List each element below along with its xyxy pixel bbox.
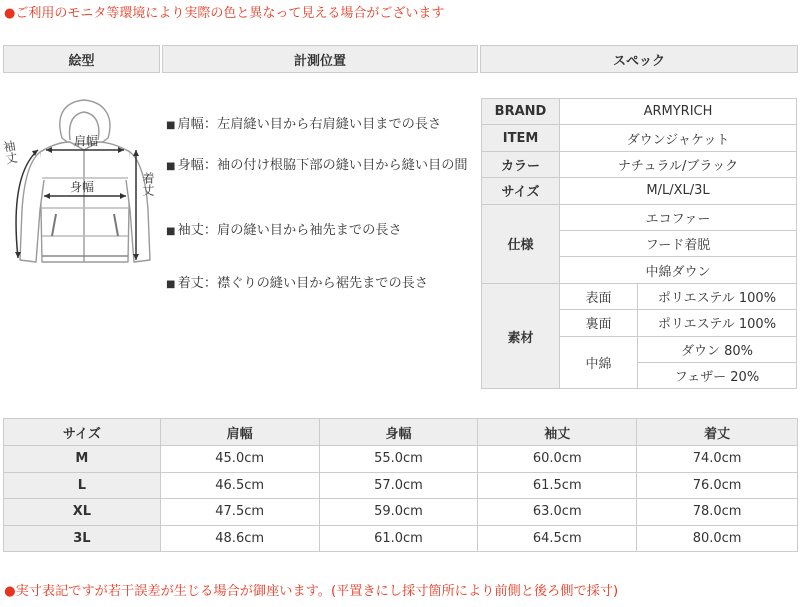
size-cell: 61.5cm [478, 472, 637, 499]
header-spec: スペック [480, 45, 798, 73]
spec-feature: フード着脱 [560, 230, 797, 256]
spec-feature: 中綿ダウン [560, 257, 797, 283]
body-width-label: 身幅 [70, 180, 95, 194]
size-table-header [4, 419, 798, 446]
size-cell: L [4, 472, 161, 499]
size-cell: 74.0cm [637, 446, 798, 473]
spec-row-size [482, 178, 797, 204]
desc-length-bullet: ■ [166, 279, 176, 290]
size-cell: 48.6cm [160, 525, 319, 552]
bottom-notice [4, 580, 618, 599]
size-cell: 57.0cm [319, 472, 478, 499]
desc-sleeve-text: 袖丈：肩の縫い目から袖先までの長さ [177, 223, 402, 238]
top-notice-text: ご利用のモニタ等環境により実際の色と異なって見える場合がございます [15, 6, 445, 21]
spec-color-value: ナチュラル/ブラック [560, 151, 797, 177]
spec-row-features [482, 204, 797, 230]
size-cell: 80.0cm [637, 525, 798, 552]
size-cell: 78.0cm [637, 499, 798, 526]
desc-body-width-text: 身幅：袖の付け根脇下部の縫い目から縫い目の間 [177, 158, 468, 173]
size-cell: 63.0cm [478, 499, 637, 526]
spec-filling-value: フェザー 20% [638, 362, 797, 388]
spec-item-label: ITEM [482, 125, 560, 151]
size-cell: XL [4, 499, 161, 526]
length-label: 着丈 [141, 172, 155, 196]
desc-sleeve-bullet: ■ [166, 226, 176, 237]
spec-material-part: 表面 [560, 283, 638, 309]
table-row [4, 446, 798, 473]
size-cell: 45.0cm [160, 446, 319, 473]
desc-length-text: 着丈：襟ぐりの縫い目から裾先までの長さ [177, 276, 429, 291]
shoulder-label: 肩幅 [74, 134, 99, 148]
spec-row-color [482, 151, 797, 177]
spec-filling-label: 中綿 [560, 336, 638, 389]
bottom-notice-bullet: ● [4, 584, 16, 599]
header-illustration: 絵型 [3, 45, 160, 73]
spec-features-label: 仕様 [482, 204, 560, 283]
desc-shoulder-bullet: ■ [166, 120, 176, 131]
size-cell: 47.5cm [160, 499, 319, 526]
desc-body-width-bullet: ■ [166, 161, 176, 172]
size-cell: 64.5cm [478, 525, 637, 552]
spec-brand-value: ARMYRICH [560, 99, 797, 125]
spec-brand-label: BRAND [482, 99, 560, 125]
spec-color-label: カラー [482, 151, 560, 177]
spec-filling-value: ダウン 80% [638, 336, 797, 362]
spec-feature: エコファー [560, 204, 797, 230]
spec-row-item [482, 125, 797, 151]
section-header-bar [3, 45, 798, 73]
spec-material-label: 素材 [482, 283, 560, 389]
spec-size-value: M/L/XL/3L [560, 178, 797, 204]
table-row [4, 525, 798, 552]
desc-sleeve [166, 220, 471, 243]
desc-shoulder-text: 肩幅：左肩縫い目から右肩縫い目までの長さ [177, 117, 442, 132]
size-cell: 59.0cm [319, 499, 478, 526]
size-cell: 46.5cm [160, 472, 319, 499]
desc-length [166, 273, 471, 296]
size-header-length: 着丈 [637, 419, 798, 446]
size-cell: M [4, 446, 161, 473]
size-cell: 60.0cm [478, 446, 637, 473]
spec-size-label: サイズ [482, 178, 560, 204]
jacket-illustration [0, 90, 165, 280]
size-header-shoulder: 肩幅 [160, 419, 319, 446]
desc-shoulder [166, 114, 471, 137]
desc-body-width [166, 155, 471, 178]
spec-row-brand [482, 99, 797, 125]
size-table [3, 418, 798, 552]
top-notice [4, 2, 444, 21]
size-header-body: 身幅 [319, 419, 478, 446]
bottom-notice-text: 実寸表記ですが若干誤差が生じる場合が御座います。(平置きにし採寸箇所により前側と後ろ側で採寸) [15, 584, 619, 599]
table-row [4, 499, 798, 526]
spec-material-value: ポリエステル 100% [638, 283, 797, 309]
spec-material-value: ポリエステル 100% [638, 310, 797, 336]
spec-table [481, 98, 797, 389]
size-cell: 3L [4, 525, 161, 552]
top-notice-bullet: ● [4, 6, 16, 21]
size-cell: 55.0cm [319, 446, 478, 473]
size-cell: 76.0cm [637, 472, 798, 499]
header-measurement-position: 計測位置 [162, 45, 478, 73]
size-cell: 61.0cm [319, 525, 478, 552]
sleeve-label: 袖丈 [1, 139, 19, 166]
spec-row-material [482, 283, 797, 309]
spec-item-value: ダウンジャケット [560, 125, 797, 151]
spec-material-part: 裏面 [560, 310, 638, 336]
size-header-size: サイズ [4, 419, 161, 446]
table-row [4, 472, 798, 499]
size-header-sleeve: 袖丈 [478, 419, 637, 446]
